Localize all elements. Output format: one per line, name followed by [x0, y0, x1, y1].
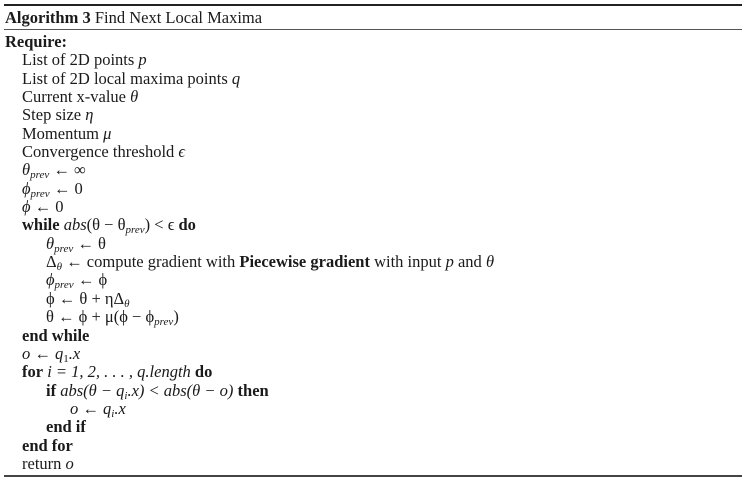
- input-symbol: η: [85, 105, 94, 125]
- input-line: [4, 70, 742, 88]
- expr: θ: [485, 252, 495, 272]
- expr-sub: θ: [124, 297, 130, 310]
- input-line: [4, 51, 742, 69]
- expr: ϕ ← θ + ηΔ: [46, 288, 125, 308]
- expr: θ: [46, 233, 55, 253]
- expr: .x: [68, 343, 81, 363]
- return-line: [4, 455, 742, 473]
- expr: ): [173, 307, 179, 327]
- input-text: Momentum: [22, 123, 104, 143]
- cond-sub: prev: [125, 224, 145, 237]
- expr: p: [445, 252, 454, 272]
- while-body-line: [4, 270, 742, 292]
- init-lhs: ϕ: [22, 178, 31, 198]
- input-text: List of 2D points: [22, 50, 139, 70]
- end-while: end while: [22, 325, 90, 345]
- for-range: i = 1, 2, . . . , q.length: [43, 362, 195, 382]
- while-body-line: [4, 290, 742, 308]
- expr: o ← q: [22, 343, 64, 363]
- algorithm-caption: [4, 6, 742, 29]
- expr: ← θ: [73, 233, 106, 253]
- init-line: [4, 160, 742, 182]
- cond-sub: i: [124, 389, 128, 402]
- keyword-return: return: [22, 453, 62, 473]
- input-line: [4, 125, 742, 143]
- expr: with input: [369, 252, 446, 272]
- keyword-while: while: [22, 215, 60, 235]
- init-rhs: ← ∞: [49, 160, 86, 180]
- cond-part: ) < ϵ: [144, 215, 179, 235]
- expr-sub: prev: [54, 242, 74, 255]
- init-sub: prev: [30, 187, 50, 200]
- keyword-for: for: [22, 362, 44, 382]
- input-symbol: ϵ: [178, 142, 186, 162]
- init-lhs: ϕ: [22, 197, 31, 217]
- end-for: end for: [22, 435, 73, 455]
- cond-part: abs(θ − q: [56, 380, 125, 400]
- end-if: end if: [46, 417, 86, 437]
- input-text: Convergence threshold: [22, 142, 179, 162]
- while-body-line: [4, 235, 742, 253]
- while-header: [4, 215, 742, 237]
- require-label: Require:: [5, 32, 68, 51]
- if-body-line: [4, 400, 742, 418]
- bold-term: Piecewise gradient: [239, 252, 370, 272]
- input-symbol: θ: [130, 87, 139, 107]
- cond-abs: abs: [63, 215, 87, 235]
- expr: o ← q: [70, 398, 112, 418]
- expr-sub: θ: [56, 261, 63, 274]
- input-symbol: q: [231, 68, 241, 88]
- input-text: Step size: [22, 105, 86, 125]
- expr-sub: prev: [154, 316, 174, 329]
- for-header: [4, 363, 742, 381]
- input-line: [4, 143, 742, 161]
- expr-sub: 1: [63, 352, 69, 365]
- cond-part: (θ − θ: [86, 215, 126, 235]
- init-lhs: θ: [22, 160, 31, 180]
- keyword-do: do: [178, 215, 196, 235]
- init-sub: prev: [30, 169, 50, 182]
- while-body-line: [4, 307, 742, 329]
- expr: ϕ: [46, 270, 55, 290]
- expr-sub: i: [111, 407, 115, 420]
- init-line: [4, 180, 742, 198]
- keyword-do: do: [194, 362, 213, 382]
- cond-part: .x) < abs(θ − o): [127, 380, 238, 400]
- assign-o-line: [4, 345, 742, 363]
- input-symbol: p: [138, 50, 147, 70]
- input-text: List of 2D local maxima points: [22, 68, 232, 88]
- input-line: [4, 106, 742, 124]
- expr-sub: prev: [54, 279, 74, 292]
- expr: ← ϕ: [73, 270, 108, 290]
- algorithm-block: [4, 4, 742, 473]
- algorithm-body: [4, 30, 742, 473]
- input-line: [4, 88, 742, 106]
- init-rhs: ← 0: [49, 178, 83, 198]
- keyword-if: if: [46, 380, 57, 400]
- expr: .x: [114, 398, 126, 418]
- expr: Δ: [46, 252, 57, 272]
- return-value: o: [65, 453, 74, 473]
- algorithm-number: Algorithm 3: [5, 8, 91, 27]
- expr: and: [453, 252, 486, 272]
- init-line: [4, 198, 742, 216]
- while-body-line: [4, 252, 742, 274]
- input-text: Current x-value: [22, 87, 131, 107]
- expr: ← compute gradient with: [62, 252, 240, 272]
- init-rhs: ← 0: [30, 197, 64, 217]
- keyword-then: then: [237, 380, 269, 400]
- algorithm-title: Find Next Local Maxima: [94, 8, 263, 27]
- expr: θ ← ϕ + μ(ϕ − ϕ: [46, 307, 155, 327]
- bottom-rule: [4, 475, 742, 477]
- if-header: [4, 382, 742, 400]
- input-symbol: μ: [103, 123, 112, 143]
